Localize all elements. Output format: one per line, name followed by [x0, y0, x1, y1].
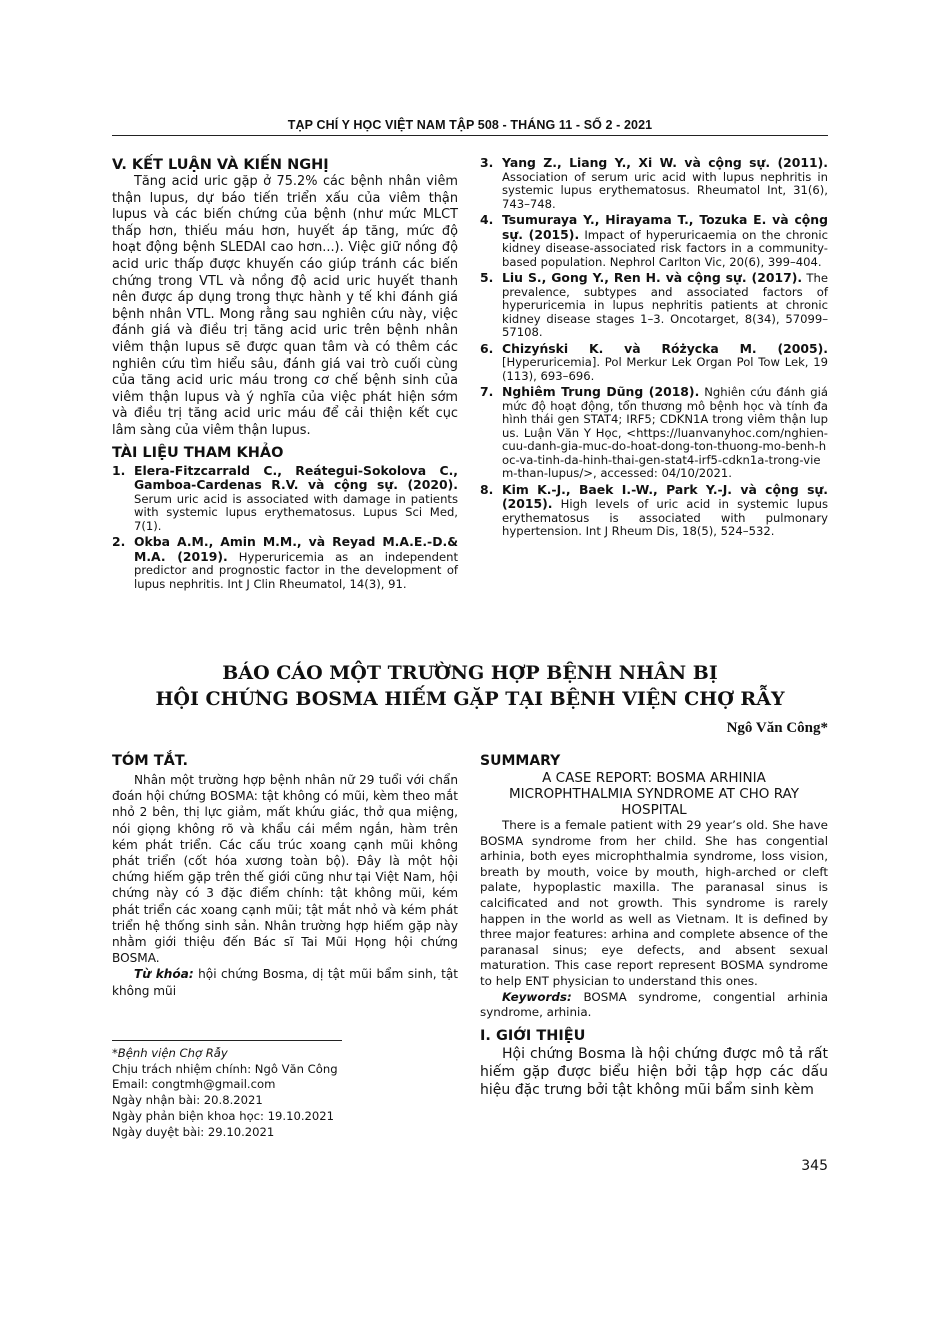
conclusion-heading: V. KẾT LUẬN VÀ KIẾN NGHỊ [112, 157, 329, 173]
reference-item [480, 342, 828, 384]
reference-text: Hyperuricemia as an independent predictor and prognostic factor in the development of lupus nephritis. Int J Clin Rheumatol, 14(3), 91. [134, 549, 458, 591]
footnote [112, 1046, 412, 1140]
reference-list-left [112, 464, 458, 592]
reference-authors: Chizyński K. và Różycka M. (2005). [502, 340, 828, 356]
journal-header: TẠP CHÍ Y HỌC VIỆT NAM TẬP 508 - THÁNG 11 - SỐ 2 - 2021 [287, 118, 653, 132]
footnote-affiliation [112, 1046, 412, 1062]
reference-number: 3. [480, 155, 494, 170]
tom-tat-heading: TÓM TẮT. [112, 753, 189, 769]
right-column-top [480, 156, 828, 541]
reference-item [480, 483, 828, 539]
reference-list-right [480, 156, 828, 539]
left-column-top [112, 156, 458, 593]
reference-authors: Okba A.M., Amin M.M., và Reyad M.A.E.-D.& M.A. (2019). [134, 534, 458, 564]
footnote-line: Email: congtmh@gmail.com [112, 1077, 276, 1092]
footnote-line: Chịu trách nhiệm chính: Ngô Văn Công [112, 1061, 338, 1076]
reference-item [480, 213, 828, 269]
tom-tat-keywords-label: Từ khóa: [134, 967, 194, 982]
article-title-line-2: HỘI CHỨNG BOSMA HIẾM GẶP TẠI BỆNH VIỆN CHỢ RẪY [155, 688, 785, 710]
article-author: Ngô Văn Công* [726, 720, 828, 736]
reference-number: 6. [480, 340, 494, 356]
right-column-summary [480, 752, 828, 1099]
reference-authors: Kim K.-J., Baek I.-W., Park Y.-J. và cộng sự. (2015). [502, 481, 828, 511]
reference-authors: Nghiêm Trung Dũng (2018). [502, 384, 700, 399]
reference-number: 5. [480, 270, 494, 285]
summary-body: There is a female patient with 29 year’s old. She have BOSMA syndrome from her child. She has congential arhinia, both eyes microphthalmia syndrome, loss vision, breath by mouth, voice by mouth, high-arched or cleft palate, hypoplastic maxilla. The paranasal sinus is calcificated and not growth. This syndrome is rarely happen in the world as well as Vietnam. It is defined by three major features: arhina and complete absence of the paranasal sinus; eye defects, and absent sexual maturation. This case report represent BOSMA syndrome to help ENT physician to understand this ones. [480, 818, 828, 988]
tom-tat-keywords-text: hội chứng Bosma, dị tật mũi bẩm sinh, tật không mũi [112, 967, 458, 998]
summary-keywords-text: BOSMA syndrome, congential arhinia syndrome, arhinia. [480, 989, 828, 1020]
reference-item [480, 385, 828, 481]
footnote-line: Ngày phản biện khoa học: 19.10.2021 [112, 1108, 335, 1123]
reference-text: Nghiên cứu đánh giá mức độ hoạt động, tổn thương mô bệnh học và tính đa hình thái gen STAT4; IRF5; CDKN1A trong viêm thận lupus. Luận Văn Y Học, <https://luanvanyhoc.com/nghien-cuu-danh-gia-muc-do-hoat-dong-ton-thuong-mo-benh-hoc-va-tinh-da-hinh-thai-gen-stat4-irf5-cdkn1a-trong-viem-than-lupus/>, accessed: 04/10/2021. [502, 385, 828, 480]
reference-number: 1. [112, 462, 126, 478]
reference-text: Association of serum uric acid with lupus nephritis in systemic lupus erythematosus. Rheumatol Int, 31(6), 743–748. [502, 169, 828, 211]
references-heading: TÀI LIỆU THAM KHẢO [112, 444, 284, 461]
footnote-line: Ngày nhận bài: 20.8.2021 [112, 1093, 263, 1108]
summary-keywords-label: Keywords: [502, 989, 572, 1004]
reference-text: [Hyperuricemia]. Pol Merkur Lek Organ Pol Tow Lek, 19 (113), 693–696. [502, 355, 828, 383]
reference-item [480, 271, 828, 340]
header-rule [112, 135, 828, 136]
reference-text: High levels of uric acid in systemic lupus erythematosus is associated with pulmonary hypertension. Int J Rheum Dis, 18(5), 524–532. [502, 497, 828, 538]
reference-item [480, 156, 828, 211]
reference-number: 4. [480, 212, 494, 227]
intro-heading: I. GIỚI THIỆU [480, 1027, 586, 1044]
reference-authors: Elera-Fitzcarrald C., Reátegui-Sokolova C., Gamboa-Cardenas R.V. và cộng sự. (2020). [134, 462, 458, 492]
left-column-abstract [112, 752, 458, 999]
reference-text: The prevalence, subtypes and associated factors of hyperuricemia in lupus nephritis patients at chronic kidney disease stages 1–3. Oncotarget, 8(34), 57099–57108. [502, 271, 828, 339]
article-title [112, 660, 828, 712]
footnote-affiliation-text: *Bệnh viện Chợ Rẫy [112, 1046, 228, 1060]
page-number: 345 [801, 1158, 828, 1174]
reference-text: Serum uric acid is associated with damage in patients with systemic lupus erythematosus. Lupus Sci Med, 7(1). [134, 491, 458, 533]
tom-tat-keywords [112, 966, 458, 998]
reference-number: 7. [480, 384, 494, 399]
article-title-line-1: BÁO CÁO MỘT TRƯỜNG HỢP BỆNH NHÂN BỊ [222, 662, 718, 684]
summary-subtitle: A CASE REPORT: BOSMA ARHINIA MICROPHTHALMIA SYNDROME AT CHO RAY HOSPITAL [509, 770, 799, 818]
tom-tat-body: Nhân một trường hợp bệnh nhân nữ 29 tuổi với chẩn đoán hội chứng BOSMA: tật không có mũi, kèm theo mắt nhỏ 2 bên, thị lực giảm, mất khứu giác, thở qua miệng, nói giọng không rõ và khẩu cái mềm ngắn, hàm trên kém phát triển. Các cấu trúc xoang cạnh mũi không phát triển (cốt hóa xương toàn bộ). Đây là một hội chứng hiếm gặp trên thế giới cũng như tại Việt Nam, hội chứng này có 3 đặc điểm chính: tật không mũi, kém phát triển các xoang cạnh mũi; tật mắt nhỏ và kém phát triển hệ thống sinh sản. Nhân trường hợp hiếm gặp này nhằm giới thiệu đến Bác sĩ Tai Mũi Họng hội chứng BOSMA. [112, 773, 458, 966]
intro-body: Hội chứng Bosma là hội chứng được mô tả rất hiếm gặp được biểu hiện bởi tập hợp các dấu hiệu đặc trưng bởi tật không mũi bẩm sinh kèm [480, 1045, 828, 1098]
footnote-line: Ngày duyệt bài: 29.10.2021 [112, 1124, 275, 1139]
reference-authors: Tsumuraya Y., Hirayama T., Tozuka E. và cộng sự. (2015). [502, 212, 828, 242]
reference-item [112, 464, 458, 534]
reference-item [112, 535, 458, 591]
reference-authors: Yang Z., Liang Y., Xi W. và cộng sự. (2011). [502, 155, 828, 170]
reference-number: 8. [480, 481, 494, 497]
reference-authors: Liu S., Gong Y., Ren H. và cộng sự. (2017). [502, 270, 803, 285]
reference-number: 2. [112, 534, 126, 549]
summary-heading: SUMMARY [480, 753, 561, 769]
reference-text: Impact of hyperuricaemia on the chronic kidney disease-associated risk factors in a community-based population. Nephrol Carlton Vic, 20(6), 399–404. [502, 227, 828, 269]
footnote-rule [112, 1040, 342, 1041]
summary-keywords [480, 990, 828, 1021]
conclusion-paragraph: Tăng acid uric gặp ở 75.2% các bệnh nhân viêm thận lupus, dự báo tiến triển xấu của viêm thận lupus và các biến chứng của bệnh (như mức MLCT thấp hơn, thiếu máu hơn, huyết áp tăng, mức độ hoạt động bệnh SLEDAI cao hơn...). Việc giữ nồng độ acid uric thấp được khuyến cáo giúp tránh các biến chứng trong VTL và nồng độ acid uric huyết thanh nên được áp dụng trong thực hành y tế khi đánh giá bệnh nhân VTL. Mong rằng sau nghiên cứu này, việc đánh giá và điều trị tăng acid uric trên bệnh nhân viêm thận lupus sẽ được quan tâm và có thêm các nghiên cứu tìm hiểu sâu, đánh giá vai trò cuối cùng của tăng acid uric máu trong cơ chế bệnh sinh của viêm thận lupus và ý nghĩa của việc phát hiện sớm và điều trị tăng acid uric máu để cải thiện kết cục lâm sàng của viêm thận lupus. [112, 174, 458, 438]
